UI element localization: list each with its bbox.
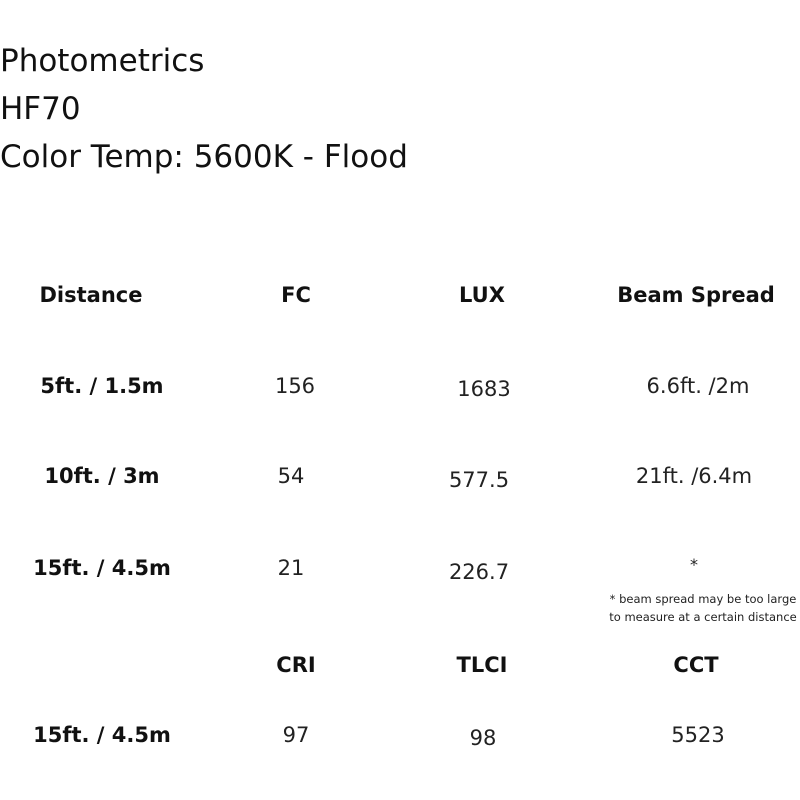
header-fc: FC xyxy=(281,283,311,307)
brand-title: Photometrics xyxy=(0,43,205,79)
header-lux: LUX xyxy=(459,283,505,307)
row4-cri: 97 xyxy=(282,723,310,747)
row1-beam: 6.6ft. /2m xyxy=(646,374,750,398)
beam-footnote-line2: to measure at a certain distance xyxy=(609,610,797,624)
header-cct: CCT xyxy=(673,653,719,677)
header-tlci: TLCI xyxy=(456,653,508,677)
row1-distance: 5ft. / 1.5m xyxy=(40,374,164,398)
row3-beam-asterisk: * xyxy=(690,555,698,574)
header-cri: CRI xyxy=(276,653,316,677)
row3-fc: 21 xyxy=(277,556,305,580)
row4-tlci: 98 xyxy=(469,726,497,750)
model-title: HF70 xyxy=(0,91,81,127)
header-distance: Distance xyxy=(39,283,143,307)
row3-lux: 226.7 xyxy=(448,560,510,584)
beam-footnote-line1: * beam spread may be too large xyxy=(609,592,797,606)
row2-lux: 577.5 xyxy=(448,468,510,492)
row3-distance: 15ft. / 4.5m xyxy=(33,556,171,580)
row2-fc: 54 xyxy=(277,464,305,488)
color-temp-title: Color Temp: 5600K - Flood xyxy=(0,139,408,175)
row2-beam: 21ft. /6.4m xyxy=(635,464,753,488)
row1-fc: 156 xyxy=(274,374,316,398)
row4-cct: 5523 xyxy=(671,723,725,747)
row2-distance: 10ft. / 3m xyxy=(44,464,160,488)
row1-lux: 1683 xyxy=(457,377,511,401)
row4-distance: 15ft. / 4.5m xyxy=(33,723,171,747)
header-beam-spread: Beam Spread xyxy=(617,283,775,307)
